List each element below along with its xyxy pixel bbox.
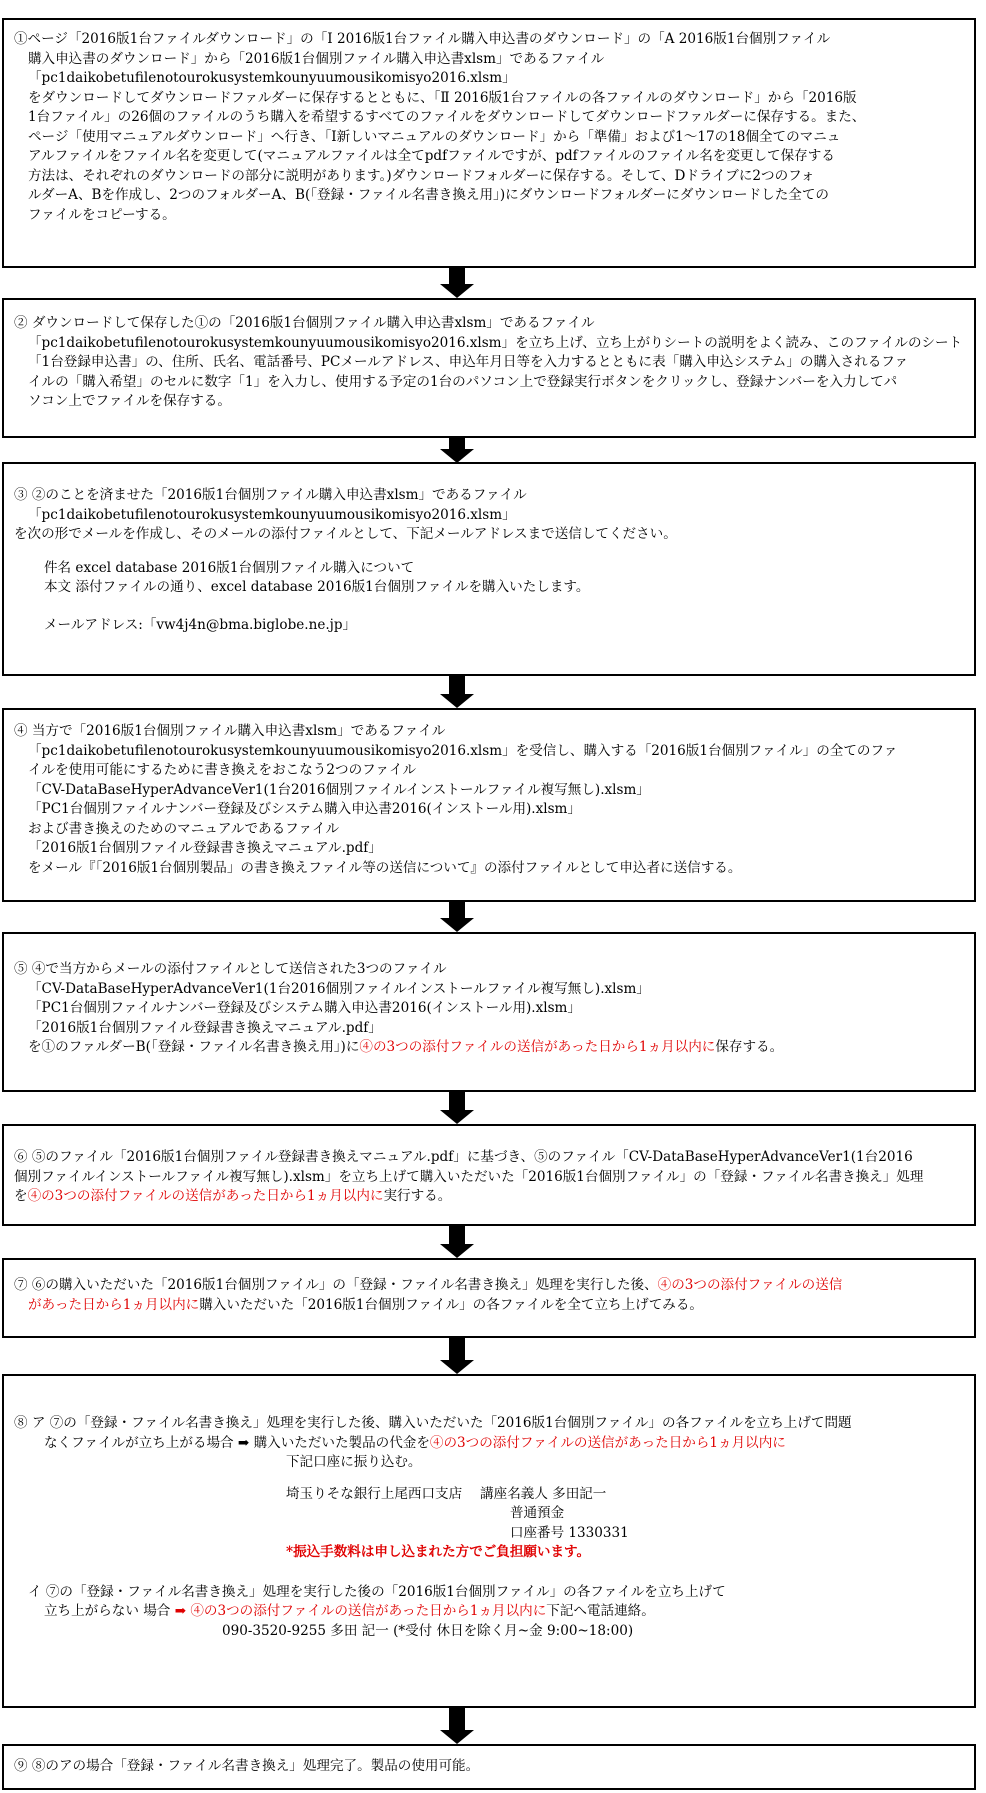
step-6-line: 個別ファイルインストールファイル複写無し).xlsm」を立ち上げて購入いただいた「2016版1台個別ファイル」の「登録・ファイル名書き換え」処理 xyxy=(14,1168,924,1185)
step-3-line: 「pc1daikobetufilenotourokusystemkounyuumousikomisyo2016.xlsm」 xyxy=(28,506,516,523)
flow-arrow xyxy=(442,676,472,708)
step-5-line xyxy=(14,1038,964,1058)
step-2-box xyxy=(2,298,976,438)
step-1-line: 「pc1daikobetufilenotourokusystemkounyuumousikomisyo2016.xlsm」 xyxy=(28,70,516,86)
account-number: 口座番号 1330331 xyxy=(510,1524,629,1541)
step-4-line: および書き換えのためのマニュアルであるファイル xyxy=(28,820,340,837)
step-8-box xyxy=(2,1374,976,1708)
step-6-box xyxy=(2,1124,976,1226)
step-5-line: 「2016版1台個別ファイル登録書き換えマニュアル.pdf」 xyxy=(28,1019,382,1036)
step-8b-text: 立ち上がらない 場合 xyxy=(44,1603,175,1619)
step-8b-line: イ ⑦の「登録・ファイル名書き換え」処理を実行した後の「2016版1台個別ファイル」の各ファイルを立ち上げて xyxy=(28,1583,726,1600)
deadline-note: ➡ ④の3つの添付ファイルの送信があった日から1ヵ月以内に xyxy=(174,1603,547,1619)
step-1-box xyxy=(2,18,976,268)
step-1-line: ファイルをコピーする。 xyxy=(28,206,176,223)
account-type: 普通預金 xyxy=(510,1505,565,1521)
step-5-text: を①のファルダーB(「登録・ファイル名書き換え用」)に xyxy=(28,1039,360,1055)
mail-body: 本文 添付ファイルの通り、excel database 2016版1台個別ファイルを購入いたします。 xyxy=(44,579,590,595)
deadline-note: ④の3つの添付ファイルの送信があった日から1ヵ月以内に xyxy=(27,1188,384,1204)
step-1-line: 1台ファイル」の26個のファイルのうち購入を希望するすべてのファイルをダウンロードしてダウンロードファルダーに保存する。また、 xyxy=(28,109,866,125)
step-9-line: ⑨ ⑧のアの場合「登録・ファイル名書き換え」処理完了。製品の使用可能。 xyxy=(14,1758,480,1774)
step-4-line: 「PC1台個別ファイルナンバー登録及びシステム購入申込書2016(インストール用).xlsm」 xyxy=(28,801,581,817)
step-4-line: イルを使用可能にするために書き換えをおこなう2つのファイル xyxy=(28,762,417,778)
step-7-line xyxy=(14,1296,964,1316)
step-4-line: 「CV-DataBaseHyperAdvanceVer1(1台2016個別ファイルインストールファイル複写無し).xlsm」 xyxy=(28,781,650,798)
step-7-text: ⑦ ⑥の購入いただいた「2016版1台個別ファイル」の「登録・ファイル名書き換え」処理を実行した後、 xyxy=(14,1277,658,1293)
step-4-box xyxy=(2,708,976,902)
flow-arrow xyxy=(442,902,472,932)
step-4-line: 「pc1daikobetufilenotourokusystemkounyuumousikomisyo2016.xlsm」を受信し、購入する「2016版1台個別ファイル」の全てのファ xyxy=(28,742,898,759)
mail-address: メールアドレス:「vw4j4n@bma.biglobe.ne.jp」 xyxy=(44,616,357,633)
step-2-line: イルの「購入希望」のセルに数字「1」を入力し、使用する予定の1台のパソコン上で登録実行ボタンをクリックし、登録ナンバーを入力してパ xyxy=(28,373,898,390)
step-3-box xyxy=(2,462,976,676)
flow-arrow xyxy=(442,1708,472,1744)
step-3-line: ③ ②のことを済ませた「2016版1台個別ファイル購入申込書xlsm」であるファイル xyxy=(14,487,527,503)
step-9-box xyxy=(2,1744,976,1790)
step-8a-line: 下記口座に振り込む。 xyxy=(286,1454,422,1470)
step-5-text: 保存する。 xyxy=(715,1039,784,1055)
step-6-line: ⑥ ⑤のファイル「2016版1台個別ファイル登録書き換えマニュアル.pdf」に基づき、⑤のファイル「CV-DataBaseHyperAdvanceVer1(1台2016 xyxy=(14,1149,913,1165)
mail-subject: 件名 excel database 2016版1台個別ファイル購入について xyxy=(44,559,415,576)
flow-arrow xyxy=(442,1092,472,1124)
step-8a-line: ⑧ ア ⑦の「登録・ファイル名書き換え」処理を実行した後、購入いただいた「2016版1台個別ファイル」の各ファイルを立ち上げて問題 xyxy=(14,1415,852,1431)
step-2-line: ② ダウンロードして保存した①の「2016版1台個別ファイル購入申込書xlsm」であるファイル xyxy=(14,315,595,331)
step-7-box xyxy=(2,1258,976,1338)
step-8b-text: 下記へ電話連絡。 xyxy=(546,1603,655,1619)
flow-arrow xyxy=(442,268,472,298)
step-6-text: 実行する。 xyxy=(383,1188,452,1204)
account-holder: 講座名義人 多田記一 xyxy=(480,1485,607,1502)
flow-arrow xyxy=(442,1226,472,1258)
step-8a-line xyxy=(14,1434,964,1454)
step-1-line: 方法は、それぞれのダウンロードの部分に説明があります。)ダウンロードフォルダーに保存する。そして、Dドライブに2つのフォ xyxy=(28,167,815,184)
step-8b-line xyxy=(14,1602,964,1622)
step-1-line: アルファイルをファイル名を変更して(マニュアルファイルは全てpdfファイルですが、pdfファイルのファイル名を変更して保存する xyxy=(28,148,835,164)
step-2-line: ソコン上でファイルを保存する。 xyxy=(28,393,231,409)
step-4-line: 「2016版1台個別ファイル登録書き換えマニュアル.pdf」 xyxy=(28,840,382,856)
step-5-box xyxy=(2,932,976,1092)
step-3-line: を次の形でメールを作成し、そのメールの添付ファイルとして、下記メールアドレスまで送信してください。 xyxy=(14,526,677,542)
step-4-line: ④ 当方で「2016版1台個別ファイル購入申込書xlsm」であるファイル xyxy=(14,723,446,739)
step-5-line: 「PC1台個別ファイルナンバー登録及びシステム購入申込書2016(インストール用).xlsm」 xyxy=(28,1000,581,1016)
step-1-line: ①ページ「2016版1台ファイルダウンロード」の「Ⅰ 2016版1台ファイル購入申込書のダウンロード」の「A 2016版1台個別ファイル xyxy=(14,31,831,47)
step-5-line: 「CV-DataBaseHyperAdvanceVer1(1台2016個別ファイルインストールファイル複写無し).xlsm」 xyxy=(28,980,650,997)
step-7-text: 購入いただいた「2016版1台個別ファイル」の各ファイルを全て立ち上げてみる。 xyxy=(199,1296,703,1313)
step-1-line: ページ「使用マニュアルダウンロード」へ行き、「Ⅰ新しいマニュアルのダウンロード」から「準備」および1～17の18個全てのマニュ xyxy=(28,128,841,145)
deadline-note: ④の3つの添付ファイルの送信 xyxy=(657,1277,843,1293)
step-6-text: を xyxy=(14,1188,28,1204)
deadline-note: ④の3つの添付ファイルの送信があった日から1ヵ月以内に xyxy=(359,1039,716,1055)
phone-contact: 090-3520-9255 多田 記一 (*受付 休日を除く月~金 9:00~18:00) xyxy=(222,1622,634,1639)
step-6-line xyxy=(14,1187,964,1207)
deadline-note: ④の3つの添付ファイルの送信があった日から1ヵ月以内に xyxy=(429,1434,786,1451)
step-8a-text: なくファイルが立ち上がる場合 ➡ 購入いただいた製品の代金を xyxy=(44,1434,430,1451)
step-2-line: 「1台登録申込書」の、住所、氏名、電話番号、PCメールアドレス、申込年月日等を入力するとともに表「購入申込システム」の購入されるファ xyxy=(28,354,909,370)
step-4-line: をメール『「2016版1台個別製品」の書き換えファイル等の送信について』の添付ファイルとして申込者に送信する。 xyxy=(28,859,742,876)
fee-note: *振込手数料は申し込まれた方でご負担願います。 xyxy=(286,1544,591,1560)
bank-name: 埼玉りそな銀行上尾西口支店 xyxy=(286,1485,463,1502)
step-1-line: 購入申込書のダウンロード」から「2016版1台個別ファイル購入申込書xlsm」であるファイル xyxy=(28,50,605,67)
step-2-line: 「pc1daikobetufilenotourokusystemkounyuumousikomisyo2016.xlsm」を立ち上げ、立ち上がりシートの説明をよく読み、このファイルのシート xyxy=(28,334,963,351)
step-5-line: ⑤ ④で当方からメールの添付ファイルとして送信された3つのファイル xyxy=(14,961,447,977)
deadline-note: があった日から1ヵ月以内に xyxy=(28,1296,200,1313)
flow-arrow xyxy=(442,438,472,462)
flow-arrow xyxy=(442,1338,472,1374)
step-7-line xyxy=(14,1276,964,1296)
step-1-line: ルダーA、Bを作成し、2つのフォルダーA、B(「登録・ファイル名書き換え用」)にダウンロードフォルダーにダウンロードした全ての xyxy=(28,187,829,203)
step-1-line: をダウンロードしてダウンロードファルダーに保存するとともに、「Ⅱ 2016版1台ファイルの各ファイルのダウンロード」から「2016版 xyxy=(28,89,857,106)
bank-account-line xyxy=(14,1485,964,1505)
